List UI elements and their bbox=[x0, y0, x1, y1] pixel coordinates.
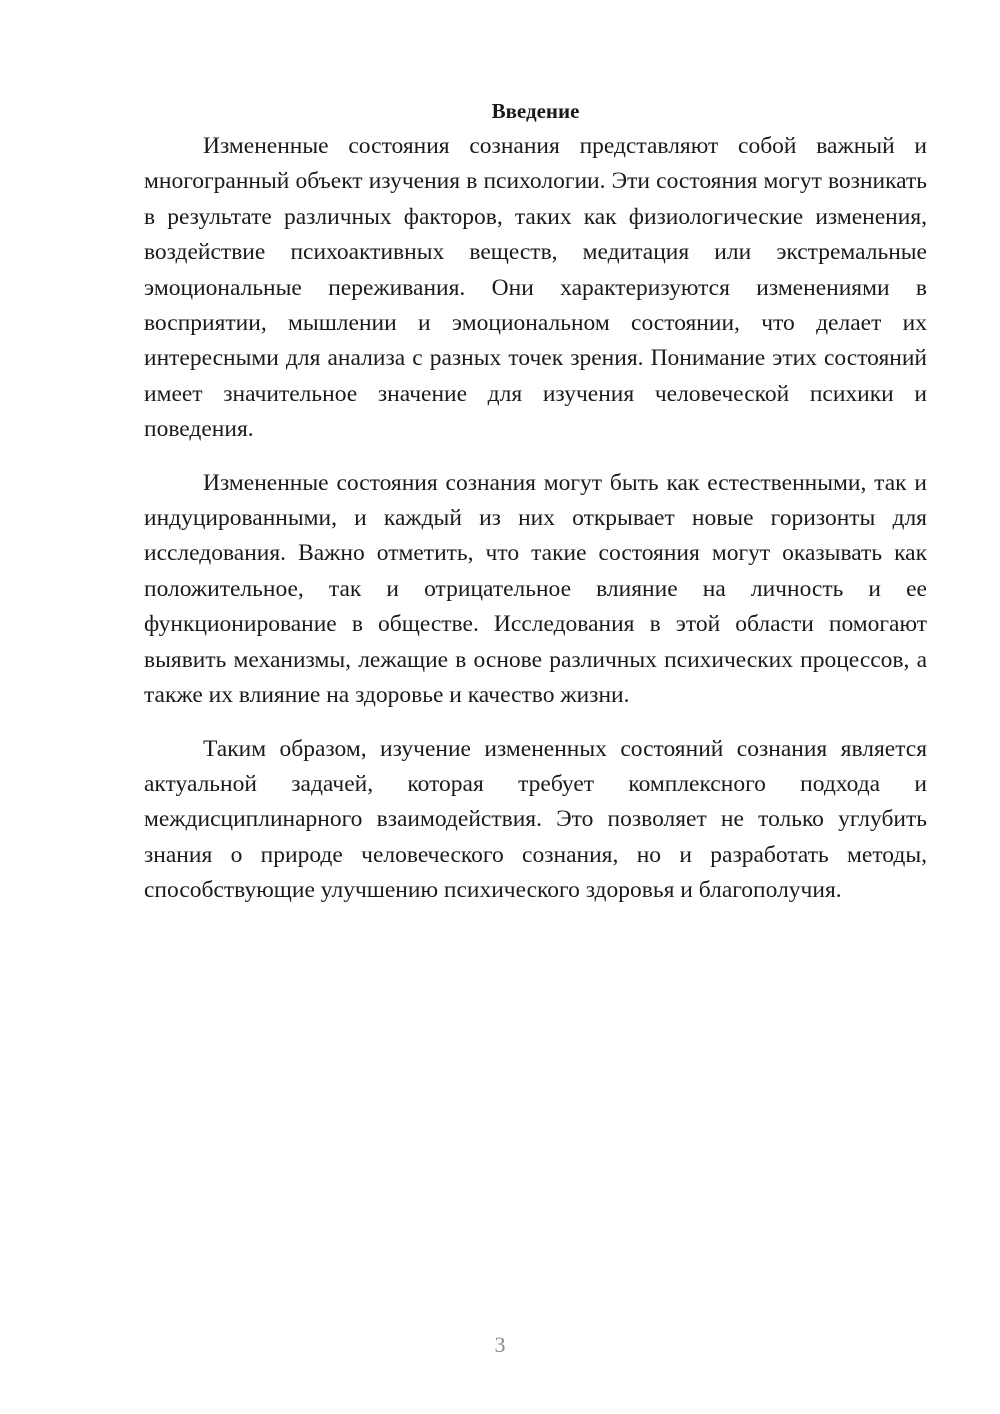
section-heading: Введение bbox=[491, 99, 580, 123]
paragraph-2: Измененные состояния сознания могут быть как естественными, так и индуцированными, и каждый из них открывает новые горизонты для исследования. Важно отметить, что такие состояния могут оказывать как положительное, так и отрицательное влияние на личность и ее функционирование в обществе. Исследования в этой области помогают выявить механизмы, лежащие в основе различных психических процессов, а также их влияние на здоровье и качество жизни. bbox=[144, 469, 927, 709]
page-number: 3 bbox=[494, 1332, 506, 1357]
paragraph-1: Измененные состояния сознания представляют собой важный и многогранный объект изучения в психологии. Эти состояния могут возникать в результате различных факторов, таких как физиологические изменения, воздействие психоактивных веществ, медитация или экстремальные эмоциональные переживания. Они характеризуются изменениями в восприятии, мышлении и эмоциональном состоянии, что делает их интересными для анализа с разных точек зрения. Понимание этих состояний имеет значительное значение для изучения человеческой психики и поведения. bbox=[144, 133, 927, 443]
paragraph-3: Таким образом, изучение измененных состояний сознания является актуальной задачей, которая требует комплексного подхода и междисциплинарного взаимодействия. Это позволяет не только углубить знания о природе человеческого сознания, но и разработать методы, способствующие улучшению психического здоровья и благополучия. bbox=[144, 735, 927, 904]
page-content bbox=[144, 94, 927, 927]
